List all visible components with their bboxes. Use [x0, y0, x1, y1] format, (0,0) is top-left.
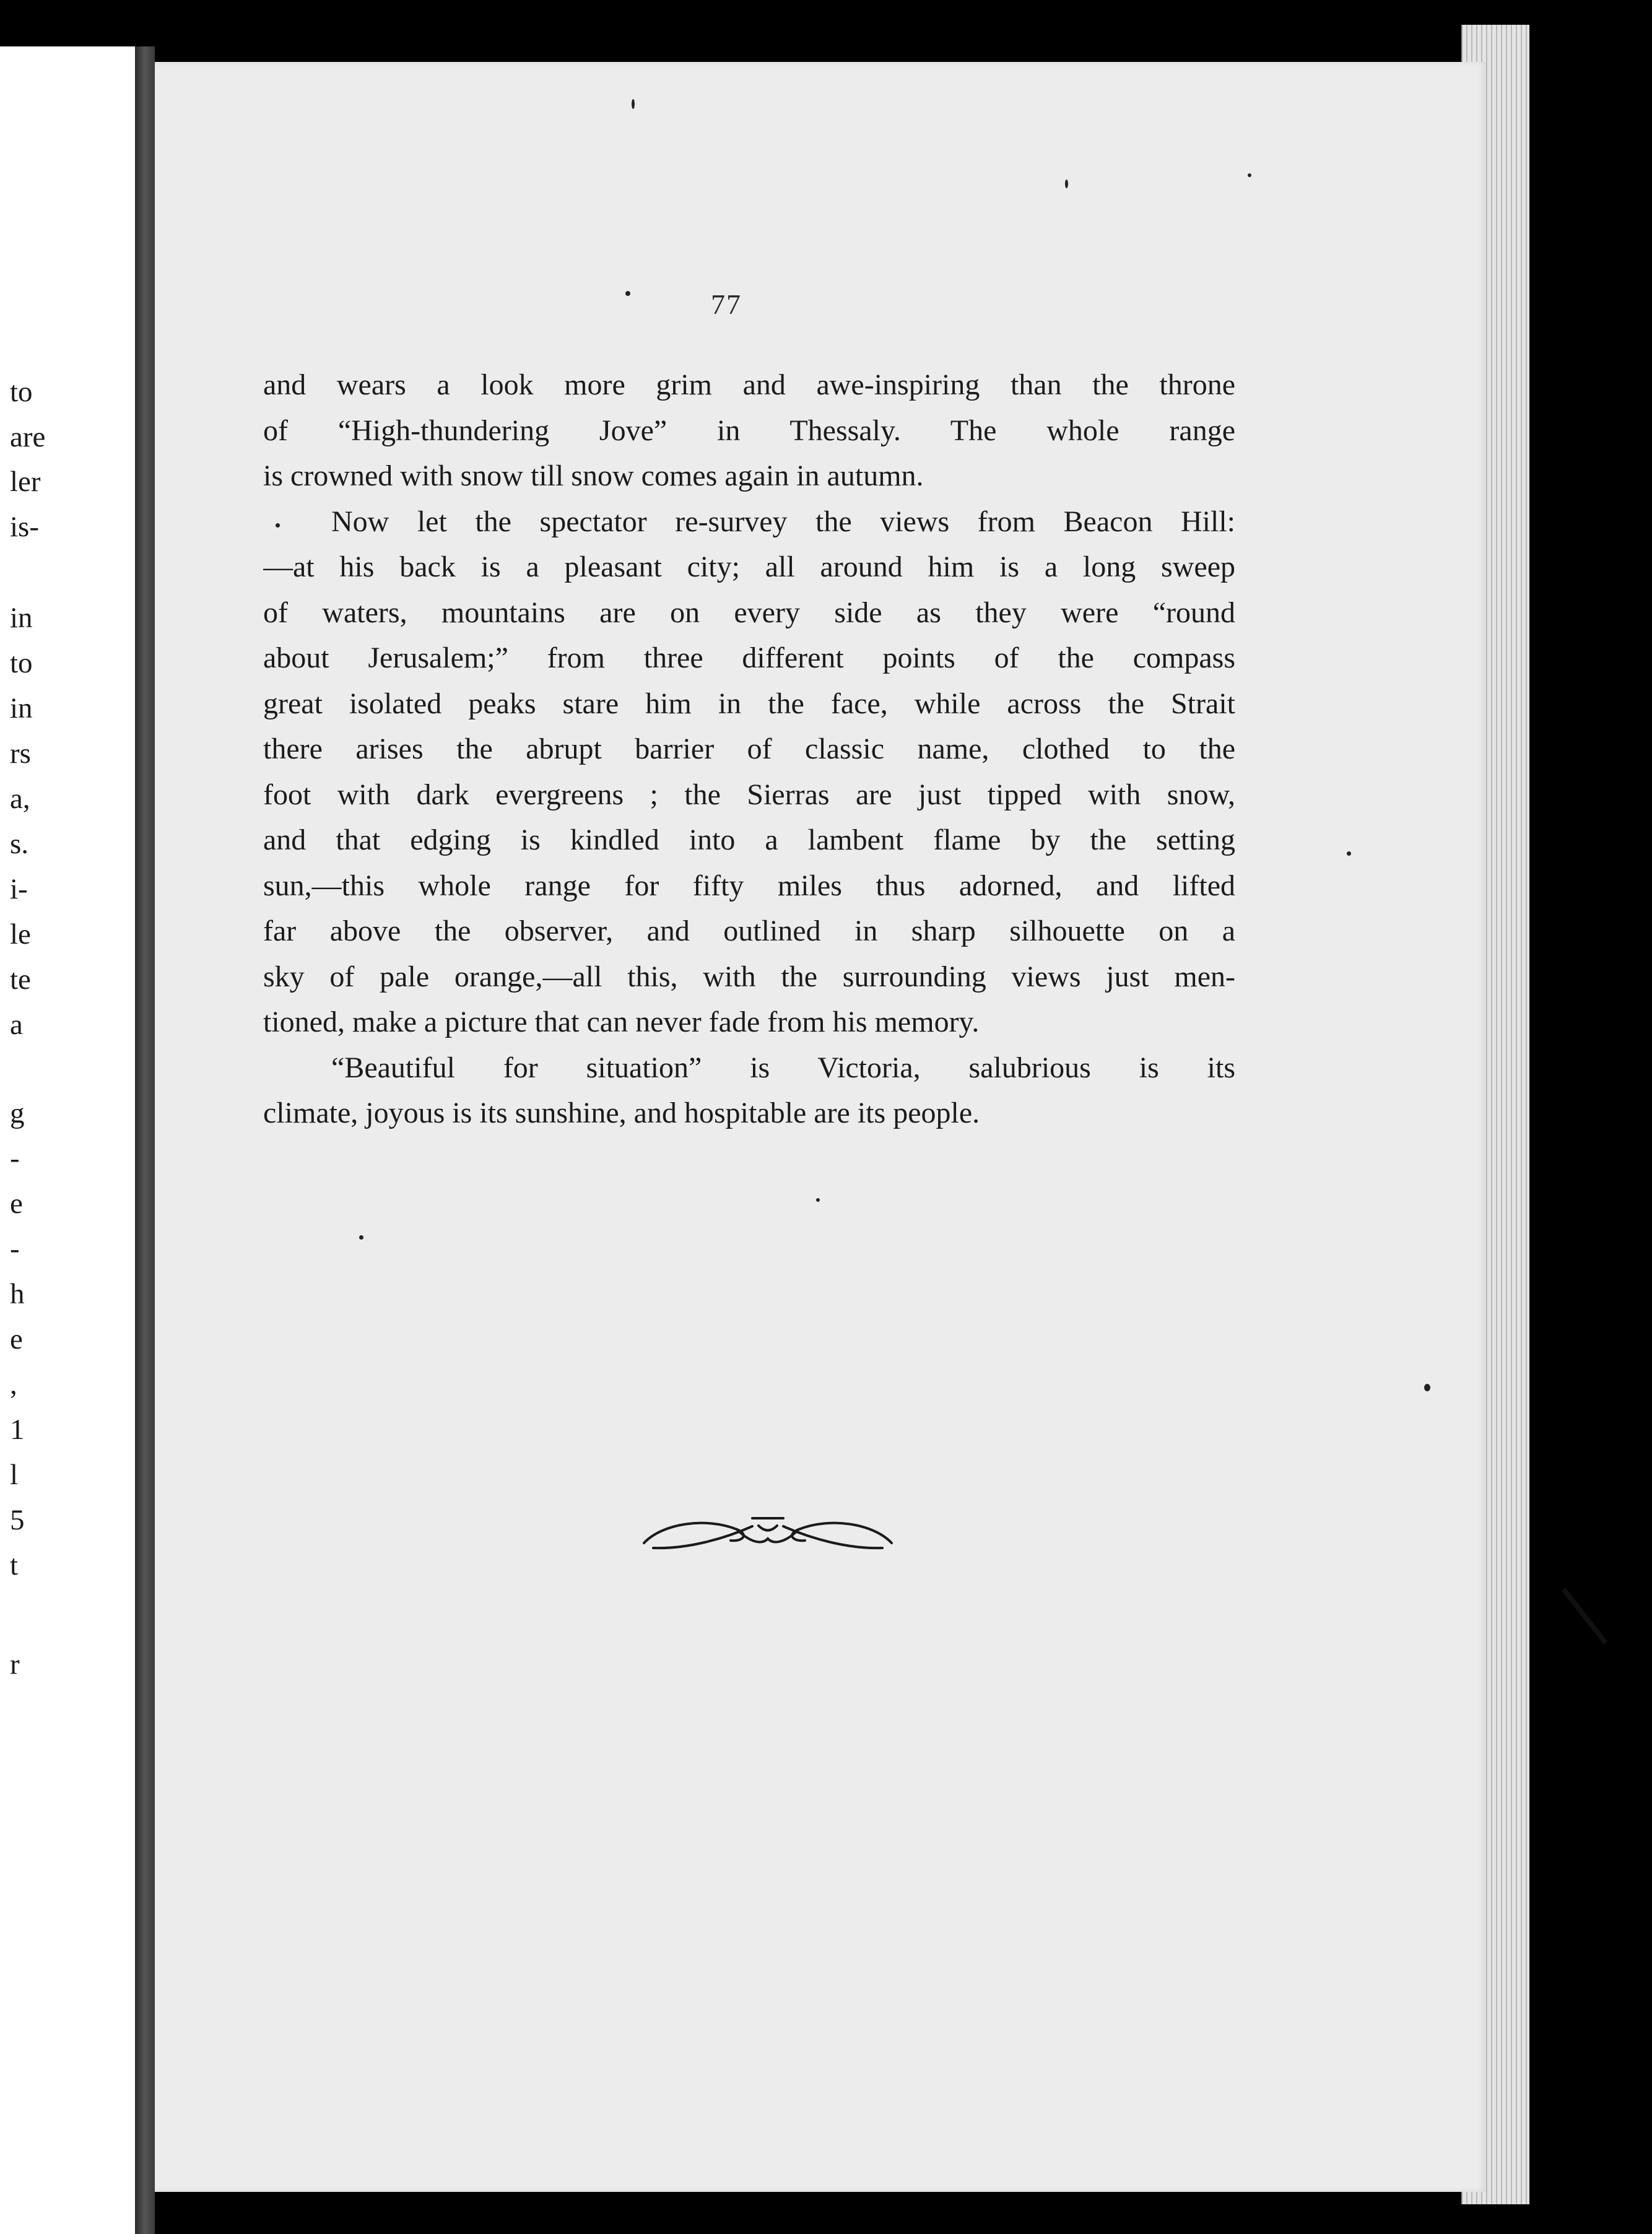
print-speck: [1248, 173, 1251, 177]
text-line: is crowned with snow till snow comes again in autumn.: [263, 459, 924, 492]
text-line: “Beautiful for situation” is Victoria, salubrious is its: [331, 1051, 1235, 1084]
flourish-ornament-icon: [638, 1505, 898, 1560]
facing-page-text: -: [10, 1233, 20, 1265]
facing-page-text: to: [10, 647, 33, 679]
scan-artifact: [1562, 1588, 1607, 1645]
facing-page-text: is-: [10, 511, 39, 543]
print-speck: [359, 1235, 363, 1240]
facing-page-text: ,: [10, 1368, 17, 1401]
text-line: of waters, mountains are on every side as they were “round: [263, 596, 1235, 629]
facing-page-text: a,: [10, 783, 30, 815]
facing-page-text: in: [10, 692, 33, 724]
facing-page-text: in: [10, 602, 33, 634]
text-line: far above the observer, and outlined in sharp silhouette on a: [263, 915, 1235, 947]
facing-page-text: le: [10, 918, 31, 950]
facing-page-text: e: [10, 1188, 23, 1220]
facing-page-fragment: [0, 46, 135, 2234]
page-number: 77: [711, 289, 742, 320]
text-line: foot with dark evergreens ; the Sierras are just tipped with snow,: [263, 778, 1235, 811]
print-speck: [625, 291, 630, 296]
facing-page-text: 5: [10, 1504, 25, 1536]
text-line: and that edging is kindled into a lambent flame by the setting: [263, 824, 1235, 856]
facing-page-text: i-: [10, 873, 28, 905]
facing-page-text: -: [10, 1142, 20, 1175]
text-line: and wears a look more grim and awe-inspiring than the throne: [263, 368, 1235, 401]
facing-page-text: t: [10, 1549, 19, 1581]
print-speck: [276, 523, 280, 528]
facing-page-text: r: [10, 1648, 20, 1680]
page-body-text: [263, 362, 1235, 1136]
facing-page-text: ler: [10, 466, 41, 498]
print-speck: [1424, 1384, 1430, 1391]
text-line: climate, joyous is its sunshine, and hospitable are its people.: [263, 1097, 980, 1129]
text-line: sun,—this whole range for fifty miles thus adorned, and lifted: [263, 869, 1235, 902]
text-line: Now let the spectator re-survey the views from Beacon Hill:: [331, 505, 1235, 538]
facing-page-text: to: [10, 376, 33, 408]
facing-page-text: l: [10, 1459, 19, 1491]
facing-page-text: s.: [10, 828, 29, 860]
text-line: —at his back is a pleasant city; all around him is a long sweep: [263, 550, 1235, 583]
print-speck: [1065, 180, 1068, 188]
facing-page-text: e: [10, 1323, 23, 1355]
facing-page-text: a: [10, 1009, 23, 1041]
facing-page-text: are: [10, 421, 46, 453]
facing-page-text: te: [10, 963, 31, 996]
print-speck: [1347, 851, 1351, 856]
text-line: tioned, make a picture that can never fade from his memory.: [263, 1006, 980, 1038]
text-line: of “High-thundering Jove” in Thessaly. The whole range: [263, 414, 1235, 447]
text-line: about Jerusalem;” from three different points of the compass: [263, 641, 1235, 674]
book-gutter: [135, 46, 155, 2234]
text-line: there arises the abrupt barrier of classic name, clothed to the: [263, 732, 1235, 765]
print-speck: [632, 99, 635, 109]
facing-page-text: rs: [10, 737, 31, 770]
facing-page-text: 1: [10, 1414, 25, 1446]
facing-page-text: g: [10, 1097, 25, 1129]
print-speck: [816, 1198, 820, 1202]
text-line: sky of pale orange,—all this, with the surrounding views just men-: [263, 960, 1235, 993]
text-line: great isolated peaks stare him in the face, while across the Strait: [263, 687, 1235, 720]
facing-page-text: h: [10, 1278, 25, 1310]
